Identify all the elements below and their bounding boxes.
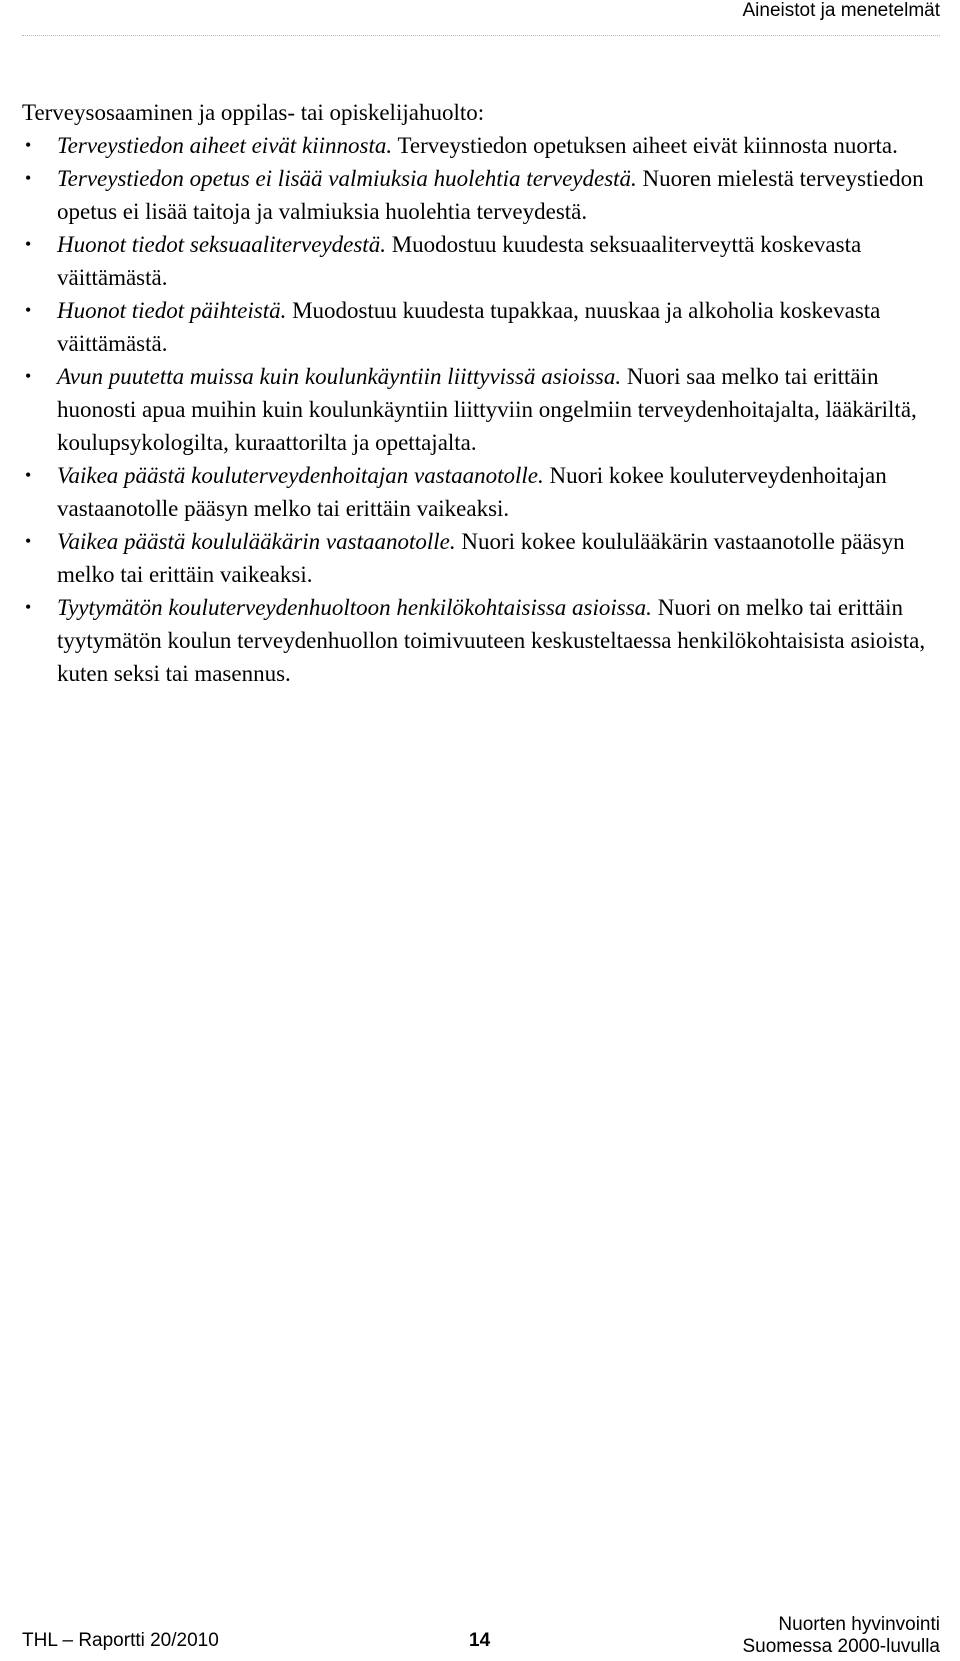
- item-term: Vaikea päästä koululääkärin vastaanotolle.: [57, 529, 456, 554]
- list-item: [22, 591, 927, 690]
- bullet-icon: •: [25, 465, 32, 485]
- report-id: THL – Raportti 20/2010: [22, 1630, 219, 1651]
- page-body: [22, 96, 927, 690]
- section-heading: Terveysosaaminen ja oppilas- tai opiskelijahuolto:: [22, 100, 485, 125]
- list-item: [22, 129, 927, 162]
- header-divider: [22, 35, 940, 36]
- item-description: Nuoren mielestä terveystiedon opetus ei lisää taitoja ja valmiuksia huolehtia terveydestä.: [57, 166, 924, 224]
- bullet-icon: •: [25, 234, 32, 254]
- page-number: 14: [469, 1630, 491, 1651]
- list-item: [22, 360, 927, 459]
- item-description: Terveystiedon opetuksen aiheet eivät kiinnosta nuorta.: [392, 133, 898, 158]
- bullet-icon: •: [25, 300, 32, 320]
- item-description: Nuori on melko tai erittäin tyytymätön koulun terveydenhuollon toimivuuteen keskusteltaessa henkilökohtaisista asioista, kuten seksi tai masennus.: [57, 595, 926, 686]
- item-term: Avun puutetta muissa kuin koulunkäyntiin liittyvissä asioissa.: [57, 364, 622, 389]
- bullet-icon: •: [25, 597, 32, 617]
- publication-title-line-1: Nuorten hyvinvointi: [778, 1614, 940, 1635]
- item-description: Nuori kokee kouluterveydenhoitajan vastaanotolle pääsyn melko tai erittäin vaikeaksi.: [57, 463, 887, 521]
- item-term: Tyytymätön kouluterveydenhuoltoon henkilökohtaisissa asioissa.: [57, 595, 652, 620]
- item-term: Terveystiedon aiheet eivät kiinnosta.: [57, 133, 393, 158]
- item-term: Huonot tiedot päihteistä.: [57, 298, 287, 323]
- item-description: Muodostuu kuudesta tupakkaa, nuuskaa ja alkoholia koskevasta väittämästä.: [57, 298, 881, 356]
- item-description: Nuori kokee koululääkärin vastaanotolle pääsyn melko tai erittäin vaikeaksi.: [57, 529, 905, 587]
- bullet-list: [22, 129, 927, 690]
- item-term: Vaikea päästä kouluterveydenhoitajan vastaanotolle.: [57, 463, 544, 488]
- bullet-icon: •: [25, 168, 32, 188]
- bullet-icon: •: [25, 366, 32, 386]
- bullet-icon: •: [25, 135, 32, 155]
- list-item: [22, 228, 927, 294]
- item-description: Muodostuu kuudesta seksuaaliterveyttä koskevasta väittämästä.: [57, 232, 862, 290]
- bullet-icon: •: [25, 531, 32, 551]
- list-item: [22, 162, 927, 228]
- running-header: Aineistot ja menetelmät: [742, 0, 940, 21]
- list-item: [22, 459, 927, 525]
- item-description: Nuori saa melko tai erittäin huonosti apua muihin kuin koulunkäyntiin liittyviin ongelmiin terveydenhoitajalta, lääkäriltä, koulupsykologilta, kuraattorilta ja opettajalta.: [57, 364, 917, 455]
- item-term: Huonot tiedot seksuaaliterveydestä.: [57, 232, 386, 257]
- list-item: [22, 525, 927, 591]
- list-item: [22, 294, 927, 360]
- publication-title: [742, 1614, 940, 1658]
- item-term: Terveystiedon opetus ei lisää valmiuksia huolehtia terveydestä.: [57, 166, 637, 191]
- publication-title-line-2: Suomessa 2000-luvulla: [742, 1636, 940, 1657]
